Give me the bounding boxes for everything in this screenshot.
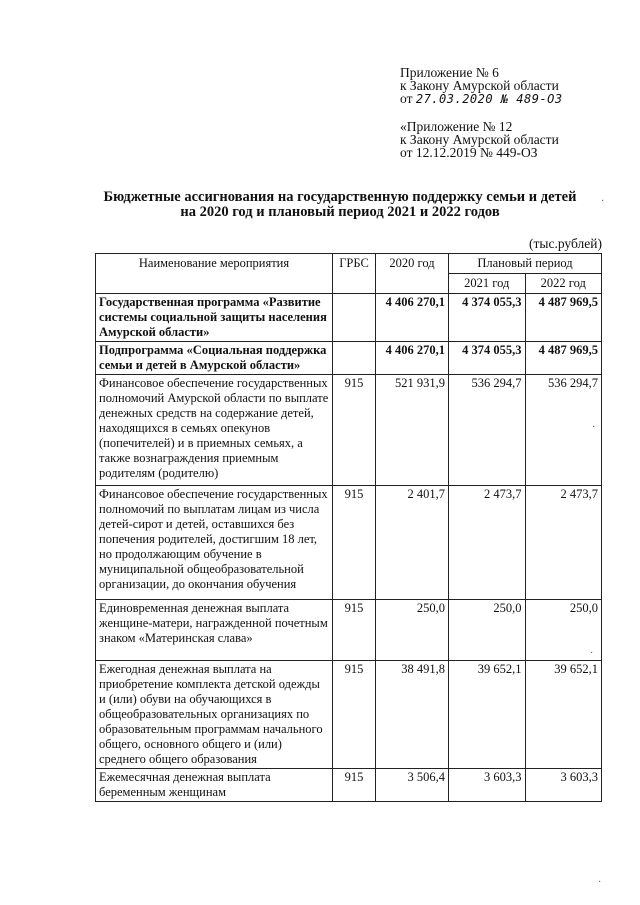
header-2020: 2020 год [376,254,449,294]
row-value-2020: 3 506,4 [376,769,449,802]
row-value-2022: 536 294,7 [525,375,602,486]
row-value-2021: 250,0 [449,600,526,661]
scan-speck: · [598,877,602,888]
title-line-1: Бюджетные ассигнования на государственную поддержку семьи и детей [103,189,577,205]
row-name: Ежегодная денежная выплата на приобретение комплекта детской одежды и (или) обуви на обучающихся в общеобразовательных организациях по образовательным программам начального общего, основного общего и (или) среднего общего образования [96,661,333,769]
row-value-2022: 3 603,3 [525,769,602,802]
row-value-2022: 4 487 969,5 [525,342,602,375]
row-value-2021: 4 374 055,3 [449,342,526,375]
row-grbs: 915 [333,661,376,769]
table-header-row [96,254,602,274]
table-row [96,342,602,375]
document-title [80,190,600,220]
annex-date-line [400,92,563,106]
row-grbs: 915 [333,600,376,661]
scan-speck: · [592,422,596,433]
annex-prev-law-reference: к Закону Амурской области [400,132,559,147]
handwritten-date-number: 27.03.2020 № 489-ОЗ [415,92,563,106]
row-value-2020: 4 406 270,1 [376,294,449,342]
row-name: Государственная программа «Развитие системы социальной защиты населения Амурской области» [96,294,333,342]
row-value-2021: 4 374 055,3 [449,294,526,342]
table-row [96,375,602,486]
annex-law-reference: к Закону Амурской области [400,78,559,93]
row-name: Финансовое обеспечение государственных полномочий по выплатам лицам из числа детей-сирот и детей, оставшихся без попечения родителей, достигшим 18 лет, но продолжающим обучение в муниципальной общеобразовательной организации, до окончания обучения [96,486,333,600]
row-grbs: 915 [333,375,376,486]
annex-header-previous [400,120,559,159]
table-row [96,294,602,342]
row-grbs: 915 [333,486,376,600]
row-grbs: 915 [333,769,376,802]
table-row [96,600,602,661]
header-2022: 2022 год [525,274,602,294]
row-value-2021: 3 603,3 [449,769,526,802]
row-value-2022: 2 473,7 [525,486,602,600]
row-name: Ежемесячная денежная выплата беременным женщинам [96,769,333,802]
scan-speck: · [601,196,605,207]
header-name: Наименование мероприятия [96,254,333,294]
table-row [96,486,602,600]
table-row [96,661,602,769]
annex-number: Приложение № 6 [400,65,499,80]
row-value-2021: 39 652,1 [449,661,526,769]
row-value-2022: 250,0 [525,600,602,661]
header-grbs: ГРБС [333,254,376,294]
header-planned-period: Плановый период [449,254,602,274]
header-2021: 2021 год [449,274,526,294]
budget-table [95,253,602,802]
row-value-2020: 521 931,9 [376,375,449,486]
row-value-2020: 250,0 [376,600,449,661]
row-grbs [333,342,376,375]
annex-date-prefix: от [400,91,413,106]
annex-prev-number: «Приложение № 12 [400,119,513,134]
annex-prev-date: от 12.12.2019 № 449-ОЗ [400,145,538,160]
row-value-2020: 38 491,8 [376,661,449,769]
table-row [96,769,602,802]
unit-label: (тыс.рублей) [529,236,602,251]
row-value-2020: 2 401,7 [376,486,449,600]
row-grbs [333,294,376,342]
row-name: Финансовое обеспечение государственных полномочий Амурской области по выплате денежных средств на содержание детей, находящихся в семьях опекунов (попечителей) и в приемных семьях, а также вознаграждения приемным родителям (родителю) [96,375,333,486]
row-value-2022: 39 652,1 [525,661,602,769]
row-value-2021: 2 473,7 [449,486,526,600]
row-value-2021: 536 294,7 [449,375,526,486]
row-value-2022: 4 487 969,5 [525,294,602,342]
row-name: Единовременная денежная выплата женщине-матери, награжденной почетным знаком «Материнская слава» [96,600,333,661]
annex-header-current [400,66,563,106]
title-line-2: на 2020 год и плановый период 2021 и 2022 годов [180,204,500,220]
row-name: Подпрограмма «Социальная поддержка семьи и детей в Амурской области» [96,342,333,375]
scan-speck: · [590,648,594,659]
row-value-2020: 4 406 270,1 [376,342,449,375]
